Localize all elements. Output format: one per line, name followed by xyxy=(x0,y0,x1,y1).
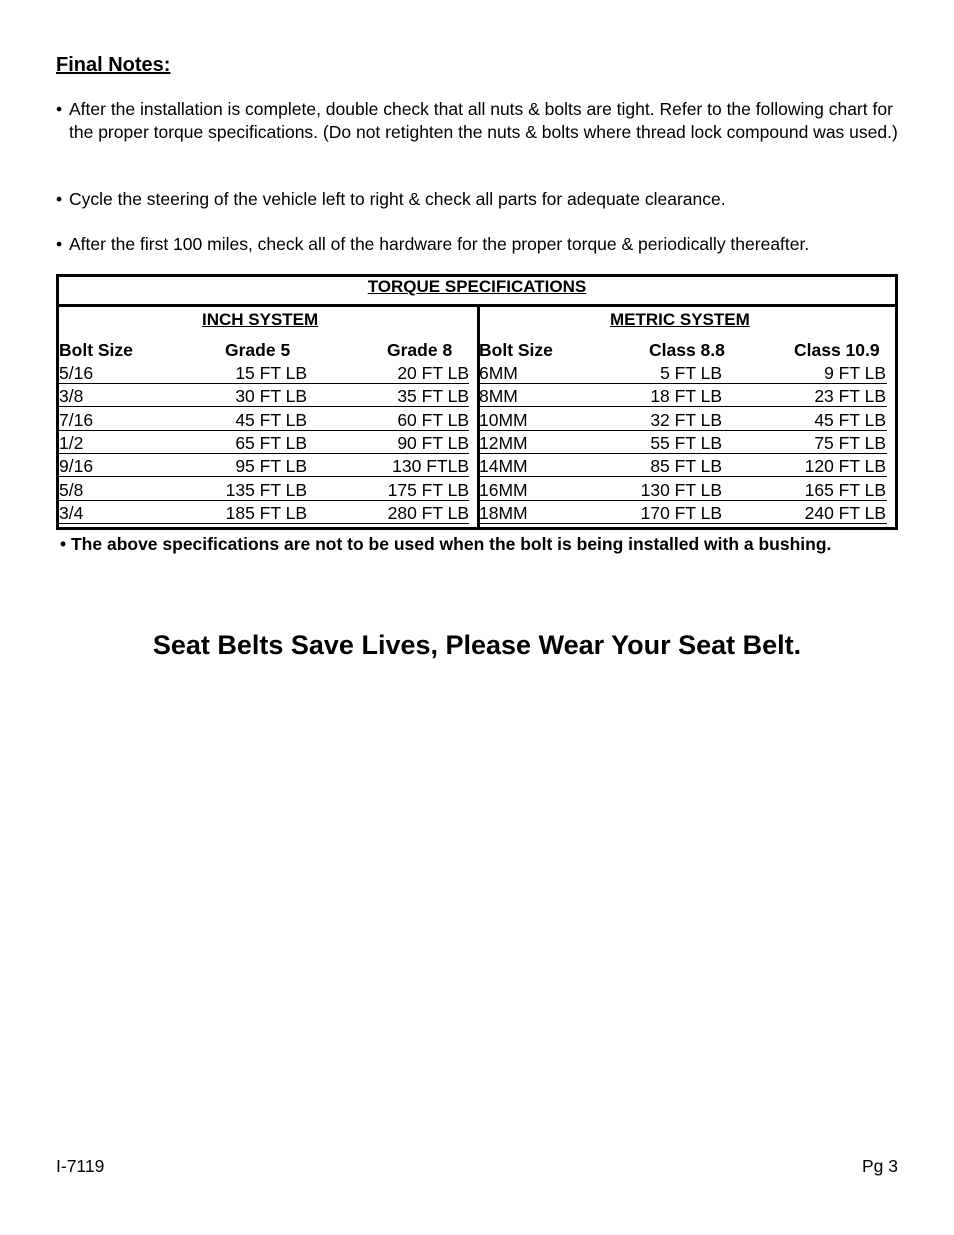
metric-class109-torque: 45 FT LB xyxy=(814,409,886,430)
metric-bolt-size: 14MM xyxy=(479,456,528,477)
row-rule xyxy=(59,523,469,524)
inch-grade5-torque: 65 FT LB xyxy=(235,432,307,453)
inch-bolt-size: 9/16 xyxy=(59,456,94,477)
metric-class88-torque: 5 FT LB xyxy=(660,363,722,383)
inch-grade5-torque: 185 FT LB xyxy=(225,502,307,523)
inch-header-bolt-size: Bolt Size xyxy=(59,340,133,360)
document-id: I-7119 xyxy=(56,1156,105,1176)
metric-bolt-size: 10MM xyxy=(479,409,528,430)
bullet-icon: • xyxy=(56,189,63,209)
row-rule xyxy=(59,406,469,407)
torque-table xyxy=(56,274,898,530)
bullet-item xyxy=(56,188,906,211)
bullet-text: After the first 100 miles, check all of the hardware for the proper torque & periodically thereafter. xyxy=(69,234,810,254)
inch-bolt-size: 1/2 xyxy=(59,432,84,453)
inch-grade5-torque: 15 FT LB xyxy=(235,363,307,383)
row-rule xyxy=(59,476,469,477)
metric-header-class109: Class 10.9 xyxy=(794,340,880,360)
row-rule xyxy=(59,500,469,501)
metric-bolt-size: 16MM xyxy=(479,479,528,500)
page-number: Pg 3 xyxy=(862,1156,898,1176)
inch-header-grade5: Grade 5 xyxy=(225,340,291,360)
row-rule xyxy=(480,406,887,407)
inch-header-grade8: Grade 8 xyxy=(387,340,453,360)
inch-grade5-torque: 30 FT LB xyxy=(235,386,307,407)
table-title: TORQUE SPECIFICATIONS xyxy=(59,277,895,307)
metric-bolt-size: 12MM xyxy=(479,432,528,453)
metric-class109-torque: 120 FT LB xyxy=(804,456,886,477)
row-rule xyxy=(59,453,469,454)
inch-bolt-size: 5/8 xyxy=(59,479,84,500)
metric-class88-torque: 130 FT LB xyxy=(640,479,722,500)
metric-bolt-size: 8MM xyxy=(479,386,518,407)
row-rule xyxy=(480,453,887,454)
row-rule xyxy=(480,500,887,501)
inch-grade5-torque: 45 FT LB xyxy=(235,409,307,430)
bullet-icon: • xyxy=(56,234,63,254)
metric-system-title: METRIC SYSTEM xyxy=(610,310,750,329)
metric-class109-torque: 165 FT LB xyxy=(804,479,886,500)
row-rule xyxy=(480,523,887,524)
bullet-item xyxy=(56,233,906,256)
inch-grade8-torque: 35 FT LB xyxy=(397,386,469,407)
inch-grade8-torque: 60 FT LB xyxy=(397,409,469,430)
bullet-text: Cycle the steering of the vehicle left to right & check all parts for adequate clearance. xyxy=(69,189,726,209)
metric-class88-torque: 170 FT LB xyxy=(640,502,722,523)
row-rule xyxy=(480,383,887,384)
metric-class88-torque: 55 FT LB xyxy=(650,432,722,453)
bullet-icon: • xyxy=(56,99,63,119)
metric-class109-torque: 240 FT LB xyxy=(804,502,886,523)
metric-bolt-size: 18MM xyxy=(479,502,528,523)
inch-bolt-size: 7/16 xyxy=(59,409,94,430)
metric-class88-torque: 85 FT LB xyxy=(650,456,722,477)
inch-grade8-torque: 20 FT LB xyxy=(397,363,469,383)
inch-grade8-torque: 130 FTLB xyxy=(392,456,469,477)
metric-class88-torque: 32 FT LB xyxy=(650,409,722,430)
inch-grade5-torque: 135 FT LB xyxy=(225,479,307,500)
metric-bolt-size: 6MM xyxy=(479,363,518,383)
inch-bolt-size: 3/4 xyxy=(59,502,84,523)
row-rule xyxy=(59,383,469,384)
inch-bolt-size: 3/8 xyxy=(59,386,84,407)
metric-class88-torque: 18 FT LB xyxy=(650,386,722,407)
bullet-item xyxy=(56,98,906,143)
seat-belt-slogan: Seat Belts Save Lives, Please Wear Your Seat Belt. xyxy=(152,630,802,660)
inch-bolt-size: 5/16 xyxy=(59,363,94,383)
inch-grade8-torque: 280 FT LB xyxy=(387,502,469,523)
row-rule xyxy=(480,430,887,431)
metric-class109-torque: 9 FT LB xyxy=(824,363,886,383)
row-rule xyxy=(59,430,469,431)
section-heading: Final Notes: xyxy=(56,54,171,76)
inch-grade8-torque: 175 FT LB xyxy=(387,479,469,500)
inch-system-title: INCH SYSTEM xyxy=(202,310,319,329)
inch-grade8-torque: 90 FT LB xyxy=(397,432,469,453)
metric-header-bolt-size: Bolt Size xyxy=(479,340,553,360)
inch-grade5-torque: 95 FT LB xyxy=(235,456,307,477)
table-note: • The above specifications are not to be used when the bolt is being installed with a bushing. xyxy=(60,534,832,554)
row-rule xyxy=(480,476,887,477)
bullet-text: After the installation is complete, double check that all nuts & bolts are tight. Refer to the following chart for the proper torque specifications. (Do not retighten the nuts & bolts where thread lock compound was used.) xyxy=(69,99,898,142)
metric-class109-torque: 75 FT LB xyxy=(814,432,886,453)
metric-header-class88: Class 8.8 xyxy=(649,340,725,360)
metric-class109-torque: 23 FT LB xyxy=(814,386,886,407)
